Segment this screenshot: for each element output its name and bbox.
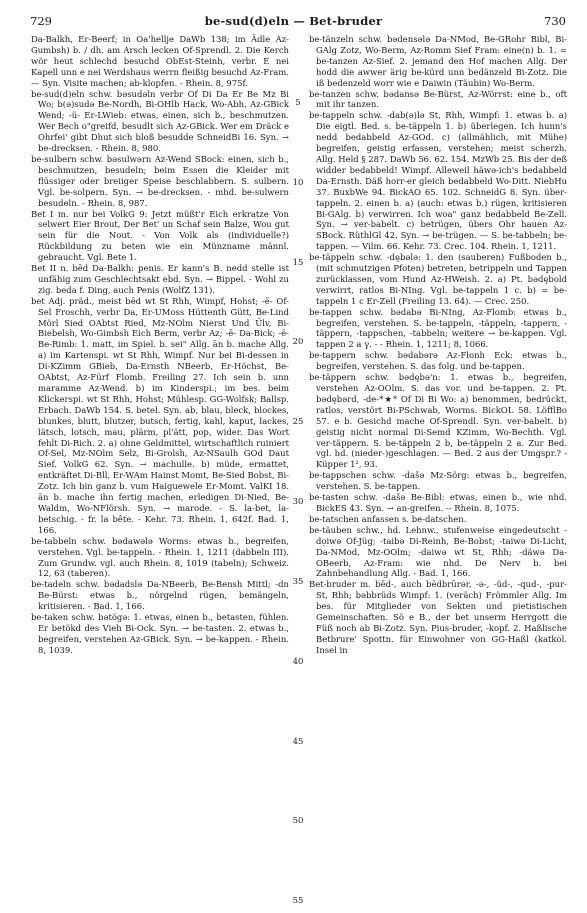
dictionary-entry: bet Adj. präd., meist bēd wt St Rhh, Wimpf, Hohst; -ē- Of-Sel Froschh, verbr Da, Er-UMoss Hüttenth Gütt, Be-Lind Mörl Sied OAbtst Ried, Mz-NOlm Nierst Und Ülv, Bi-Biebelsh, Wo-Gimbsh Eich Berm, verbr Az; -ē- Da-Bick; -ē- Be-Rimb: 1. matt, im Spiel. b. sei" Allg. ān b. mache Allg. a) im Kartenspi. wt St Rhh, Wimpf. Nur bei Bi-dessen in Di-KZimm GBieb, Da-Ernsth NBeerb, Er-Höchst, Be-OAbtst, Az-Fürf Flomb. Freiling 27. Ich sein b. unn maramme Az-Wend. b) im Kinderspi.; im bes. beim Klickerspi. wt St Rhh, Hohst; Mühlesp. GG-Wolfsk; Ballsp. Erbach. DaWb 154. S. betel. Syn. ab, blau, bleck, blockes, blunkes, blutt, blutzer, butsch, fertig, kahl, kaput, lackes, lätsch, lotsch, mau, plärm, pl'ätt, pop, wider. Das Wort fehlt Di-Rich. 2. a) ohne Geldmittel, wirtschaftlich ruiniert Of-Sel, Mz-NOlm Selz, Bi-Grolsh, Az-NSaulh GOd Daut Sief. VolkG 62. Syn. → machulle. b) müde, ermattet, entkräftet Di-Bll, Er-WAm Hainst Momt, Be-Sied Bobst, Bi-Zotz. Ich bin ganz b. vum Haiguewele Er-Momt. ValKI 18. ān b. mache ihn fertig machen, erledigen Di-Nied, Be-Waldm, Wo-NFlörsh. Syn. → marode. - S. la-bet, la-betschig. - fr. la bête. - Kehr. 73. Rhein. 1, 642f. Bad. 1, 166. (31, 295, 289, 535)
entry-continuation: Da-Balkh, Er-Beerf; in Oa'hellje DaWb 138; im Ädle Az-Gumbsh) b. / dh. am Arsch lecken Of-Sprendl. 2. Die Kerch wör heut schlechd besuchd ObEst-Steinh, verbr. E nei Kapell unn e nei Werdshaus werrn fleißig besuchd Az-Fram. — Syn. Visite machen; ab-klopfen. - Rhein. 8, 975f. (31, 34, 289, 88)
line-number: 55 (292, 896, 304, 907)
dictionary-entry: be-tänzeln schw. bədensələ Da-NMod, Be-GRohr Bibl, Bi-GAlg Zotz, Wo-Berm, Az-Romm Sief Fram: eine(n) b. 1. = be-tanzen Az-Sief. 2. jemand den Hof machen Allg. Der hodd die awwer ärig be-kürd unn bedänzeld Bi-Zotz. Die iß bedenzeld worr wie e Daiwin (Täubin) Wo-Berm. (309, 34, 567, 88)
dictionary-entry: be-tappen schw. bədabə Bi-NIng, Az-Flomb: etwas b., begreifen, verstehen. S. be-tappeln, -täppeln, -tappern, -täppern, -tappschen, -tabbeln; weitere → be-kappen. Vgl. tappen 2 a γ. - - Rhein. 1, 1211; 8, 1066. (309, 306, 567, 350)
dictionary-entry: be-täppern schw. bədębə'n: 1. etwas b., begreifen, verstehen Az-OOlm. S. das vor. und be-tappen. 2. Pt. bədębərd, -de-*★* Of Di Bi Wo: a) benommen, bedrückt, ratlos, verstört Bi-PSchwab, Worms. BickOL 58. LöfflBo 57. e b. Gesichd mache Of-Sprendl. Syn. ver-babelt. b) geistig nicht normal Di-Semd KZimm, Wo-Bechth. Vgl. ver-täppern. S. be-täppeln 2 b, be-täppeln 2 a. Zur Bed. vgl. hd. (nieder-)geschlagen. — Bed. 2 aus der Umgspr.? - Küpper 1², 93. (309, 372, 567, 470)
dictionary-entry: be-tappschen schw. -dašə Mz-Sörg: etwas b., begreifen, verstehen. S. be-tappen. (309, 470, 567, 492)
page-header (0, 14, 587, 30)
line-number: 50 (292, 816, 304, 827)
page-number-right: 730 (544, 14, 566, 28)
line-number: 45 (292, 736, 304, 747)
right-column (309, 34, 567, 656)
page-number-left: 729 (30, 14, 52, 28)
dictionary-entry: be-sud(d)eln schw. bəsudəln verbr Of Di Da Er Be Mz Bi Wo; b(ə)sudə Be-Nordh, Bi-OHlb Hack, Wo-Abh, Az-GBick Wend; -ü- Er-LWieb: etwas, einen, sich b., beschmutzen. Wer Bech o"greifd, besudlt sich Az-GBick. Wer em Dräck e Ohrfei' gibt Dhut sich bloß besudde SchneidBi 16. Syn. → be-drecksen. - Rhein. 8, 980. (31, 88, 289, 154)
left-column (31, 34, 289, 656)
dictionary-entry: Bet I m. nur bei VolkG 9: Jetzt müßt'r Eich erkratze Von selwert Eier Brout, Der Bet' un Schaf sein Balze, Wou gut sein für die Nout. - Von Volk als (individuelle?) Rückbildung zu beten wie ein Münzname männl. gebraucht. Vgl. Bete 1. (31, 208, 289, 263)
dictionary-entry: Bet II n. bēd Da-Balkh: penis. Er kann's B. nedd stelle ist unfähig zum Geschlechtsakt ebd. Syn. → Bippel. - Wohl zu zig. beda f. Ding, auch Penis (WolfZ 131). (31, 263, 289, 295)
line-number: 30 (292, 497, 304, 508)
line-number: 15 (292, 257, 304, 268)
dictionary-entry: be-tatschen anfassen s. be-datschen. (309, 513, 467, 524)
dictionary-entry: be-tadeln schw. bədadslə Da-NBeerb, Be-Bensh Mittl; -dn Be-Bürst: etwas b., nörgelnd rügen, bemängeln, kritisieren. - Bad. 1, 166. (31, 579, 289, 612)
dictionary-entry: be-täuben schw., hd. Lehnw., stufenweise eingedeutscht -dọiwə Of-Jüg; -taibə Di-Reinh, Be-Bobst; -taiwə Di-Licht, Da-NMod, Mz-OOlm; -daiwə wt St, Rhh; -däwə Da-OBeerb, Az-Fram: wie nhd. De Nerv b. bei Zahnbehandlung Allg. - Bad. 1, 166. (309, 524, 567, 579)
dictionary-entry: be-sulbern schw. bəsulwərn Az-Wend SBock: einen, sich b., beschmutzen, besudeln; beim Essen die Kleider mit flüssiger oder breiiger Speise beschlabbern. S. sulbern. Vgl. be-solpern. Syn. → be-drecksen. - mhd. be-sulwern besudeln. - Rhein. 8, 987. (31, 153, 289, 208)
line-number: 35 (292, 576, 304, 587)
dictionary-entry: be-tanzen schw. bədansə Be-Bürst, Az-Wörrst: eine b., oft mit ihr tanzen. (309, 88, 567, 110)
line-number: 5 (295, 97, 301, 108)
dictionary-entry: be-tappeln schw. -dab(ə)lə St, Rhh, Wimpf: 1. etwas b. a) Die eigtl. Bed. s. be-täppeln 1. b) überlegen. Ich hunn's nedd bedabbeld Az-GOd. c) (allmählich, mit Mühe) begreifen, geistig erfassen, verstehen; meist scherzh. Allg. Held § 287. DaWb 56. 62. 154. MzWb 25. Bis der deß widder bedabbeld! Wimpf. Alleweil häwə-ich's bedabbeld Da-Ernsth. Däß horr-er gleich bedabbeld Wo-Ditt. NiebHu 37. BuxbWe 94. BickAO 65. 102. SchneidG 8. Syn. über-tappeln. 2. einen b. a) (auch: etwas b.) rügen, kritisieren Bi-GAlg. b) verwirren. Ich woa" ganz bedabbeld Be-Zell. Syn. → ver-babelt. c) betrügen, übers Ohr hauen Az-SBock. RüthlGl 42. Syn. → be-trügen. — S. be-tabbeln; be-tappen. — Vilm. 66. Kehr. 73. Crec. 104. Rhein. 1, 1211. (309, 110, 567, 252)
dictionary-entry: be-taken schw. bətögə: 1. etwas, einen b., betasten, fühlen. Er betökd des Vieh Bi-Ock. Syn. → be-tasten. 2. etwas b., begreifen, verstehen Az-GBick. Syn. → be-kappen. - Rhein. 8, 1039. (31, 612, 289, 655)
dictionary-entry: be-tasten schw. -dašə Be-Bibl: etwas, einen b., wie nhd. BickES 43. Syn. → an-greifen. -- Rhein. 8, 1075. (309, 492, 567, 513)
dictionary-entry: be-tappern schw. bədabərə Az-Flonh Eck: etwas b., begreifen, verstehen. S. das folg. und be-tappen. (309, 350, 567, 372)
dictionary-entry: be-tabbeln schw. bədawələ Worms: etwas b., begreifen, verstehen. Vgl. be-tappeln. - Rhein. 1, 1211 (dabbeln III). Zum Grundw. vgl. auch Rhein. 8, 1019 (tabeln); Schweiz. 12, 63 (taberen). (31, 535, 289, 579)
line-number: 25 (292, 417, 304, 428)
line-number: 40 (292, 656, 304, 667)
running-title: be-sud(d)eln — Bet-bruder (204, 14, 383, 28)
line-number: 20 (292, 337, 304, 348)
dictionary-entry: Bet-bruder m. bēd-, auch bēdbrūrər, -ə-, -üd-, -qud-, -pur- St, Rhh; bəbbrüds Wimpf: 1. (veräch) Frömmler Allg. Im bes. für Mitglieder von Sekten und pietistischen Gemeinschaften. Sö e B., der bet unserm Herrgott die Füß noch ab Bi-Zotz. Syn. Pius-bruder, -kopf. 2. Haßlische Betbrure' Spottn. für Einwohner von GG-Haßl (katkol. Insel in (309, 579, 567, 655)
line-number: 10 (292, 177, 304, 188)
dictionary-entry: be-täppeln schw. -dębələ: 1. den (sauberen) Fußboden b., (mit schmutzigen Pfoten) betreten, betrippeln und Tappen zurücklassen, vom Hund Az-HWeish. 2. a) Pt. bədębold verwirrt, ratlos Bi-NIng. Vgl. be-tappeln 1 c. b) = be-tappeln 1 c Er-Zell (Freiling 13. 64). — Crec. 250. (309, 252, 567, 306)
